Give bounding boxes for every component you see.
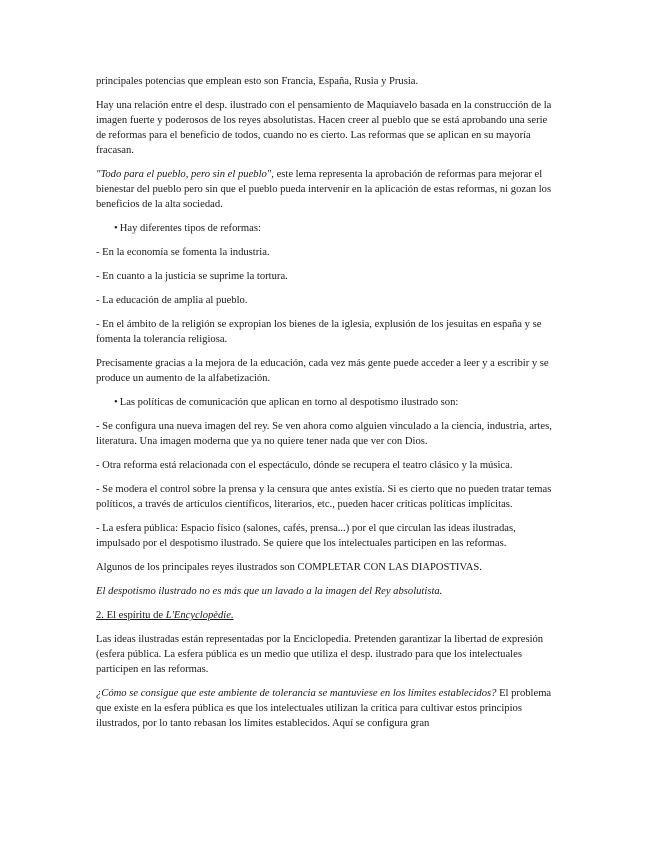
document-page bbox=[96, 74, 556, 740]
list-item: - Se modera el control sobre la prensa y la censura que antes existía. Si es cierto que no pueden tratar temas políticos, a través de artículos científicos, literarios, etc., pueden hacer críticas políticas implícitas. bbox=[96, 484, 552, 510]
list-item: - En el ámbito de la religión se expropian los bienes de la iglesia, explusión de los jesuitas en españa y se fomenta la tolerancia religiosa. bbox=[96, 319, 542, 345]
bullet-marker: • bbox=[114, 397, 118, 408]
paragraph: Precisamente gracias a la mejora de la educación, cada vez más gente puede acceder a leer y a escribir y se produce un aumento de la alfabetización. bbox=[96, 358, 549, 384]
paragraph bbox=[96, 167, 556, 212]
bullet-item bbox=[96, 395, 556, 410]
paragraph-text: El problema que existe en la esfera pública es que los intelectuales utilizan la crítica para cultivar estos principios ilustrados, por lo tanto rebasan los límites establecidos. Aquí se configura gran bbox=[96, 688, 552, 729]
list-item: - La educación de amplia al pueblo. bbox=[96, 295, 248, 306]
bullet-item bbox=[96, 221, 556, 236]
bullet-marker: • bbox=[114, 223, 118, 234]
paragraph-text: , este lema representa la aprobación de reformas para mejorar el bienestar del pueblo pero sin que el pueblo pueda intervenir en la aplicación de estas reformas, ni gozan los beneficios de la alta sociedad. bbox=[96, 169, 552, 210]
heading-prefix: 2. El espíritu de bbox=[96, 610, 166, 621]
list-item: - En cuanto a la justicia se suprime la tortura. bbox=[96, 271, 288, 282]
paragraph: Hay una relación entre el desp. ilustrado con el pensamiento de Maquiavelo basada en la construcción de la imagen fuerte y poderosos de los reyes absolutistas. Hacen creer al pueblo que se está aprobando una serie de reformas para el beneficio de todos, cuando no es cierto. Las reformas que se aplican en su mayoría fracasan. bbox=[96, 100, 552, 156]
paragraph: Las ideas ilustradas están representadas por la Enciclopedia. Pretenden garantizar la libertad de expresión (esfera pública. La esfera pública es un medio que utiliza el desp. ilustrado para que los intelectuales participen en las reformas. bbox=[96, 634, 544, 675]
paragraph: principales potencias que emplean esto son Francia, España, Rusia y Prusia. bbox=[96, 76, 419, 87]
bullet-text: Las políticas de comunicación que aplican en torno al despotismo ilustrado son: bbox=[119, 397, 459, 408]
bullet-text: Hay diferentes tipos de reformas: bbox=[119, 223, 261, 234]
quote-text: "Todo para el pueblo, pero sin el pueblo" bbox=[96, 169, 272, 180]
list-item: - En la economía se fomenta la industria. bbox=[96, 247, 270, 258]
list-item: - Otra reforma está relacionada con el espectáculo, dónde se recupera el teatro clásico y la música. bbox=[96, 460, 513, 471]
paragraph bbox=[96, 686, 556, 731]
list-item: - La esfera pública: Espacio físico (salones, cafés, prensa...) por el que circulan las ideas ilustradas, impulsado por el despotismo ilustrado. Se quiere que los intelectuales participen en las reformas. bbox=[96, 523, 516, 549]
section-heading bbox=[96, 608, 556, 623]
heading-title: L'Encyclopèdie. bbox=[165, 610, 234, 621]
question-text: ¿Cómo se consigue que este ambiente de tolerancia se mantuviese en los límites establecidos? bbox=[96, 688, 497, 699]
list-item: - Se configura una nueva imagen del rey. Se ven ahora como alguien vinculado a la ciencia, industria, artes, literatura. Una imagen moderna que ya no quiere tener nada que ver con Dios. bbox=[96, 421, 552, 447]
italic-paragraph: El despotismo ilustrado no es más que un lavado a la imagen del Rey absolutista. bbox=[96, 586, 443, 597]
paragraph: Algunos de los principales reyes ilustrados son COMPLETAR CON LAS DIAPOSTIVAS. bbox=[96, 562, 482, 573]
